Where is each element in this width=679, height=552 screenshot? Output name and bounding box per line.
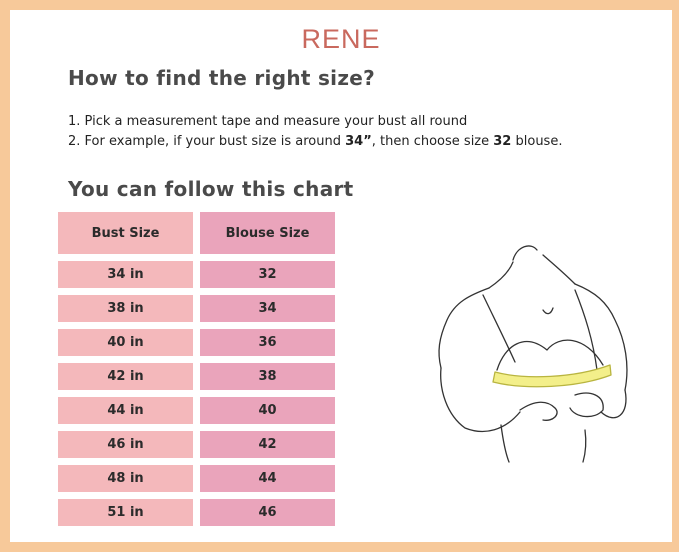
- chin-line: [513, 246, 537, 260]
- cell-blouse-size: 34: [200, 295, 335, 322]
- cell-bust-size: 34 in: [58, 261, 193, 288]
- step-2-number: 2.: [68, 134, 81, 149]
- cell-blouse-size: 42: [200, 431, 335, 458]
- cell-bust-size: 42 in: [58, 363, 193, 390]
- step-1: [68, 112, 562, 132]
- left-strap: [483, 295, 515, 362]
- right-hand: [570, 393, 603, 416]
- cell-blouse-size: 36: [200, 329, 335, 356]
- steps-list: [68, 112, 562, 152]
- cell-bust-size: 46 in: [58, 431, 193, 458]
- torso-right: [583, 430, 586, 462]
- brand-logo: RENE: [301, 24, 381, 54]
- step-2-bust-value: 34”: [345, 134, 372, 149]
- cell-bust-size: 40 in: [58, 329, 193, 356]
- bra-cups: [497, 340, 603, 370]
- cell-blouse-size: 46: [200, 499, 335, 526]
- step-2-text-post: blouse.: [515, 134, 563, 149]
- neck-left: [489, 262, 513, 288]
- right-strap: [575, 290, 597, 370]
- neck-right: [543, 255, 575, 284]
- cell-blouse-size: 38: [200, 363, 335, 390]
- torso-left: [501, 425, 509, 462]
- step-2-size-value: 32: [493, 134, 512, 149]
- cell-bust-size: 44 in: [58, 397, 193, 424]
- step-1-number: 1.: [68, 114, 81, 129]
- step-2: [68, 132, 562, 152]
- left-shoulder: [439, 288, 489, 368]
- cell-bust-size: 48 in: [58, 465, 193, 492]
- right-arm: [601, 390, 626, 418]
- step-2-text-mid: , then choose size: [371, 134, 490, 149]
- left-hand: [520, 402, 557, 420]
- collarbone-mark: [543, 308, 553, 314]
- chart-heading: You can follow this chart: [68, 177, 354, 201]
- header-blouse-size: Blouse Size: [200, 212, 335, 254]
- size-guide-card: [10, 10, 672, 542]
- cell-bust-size: 51 in: [58, 499, 193, 526]
- measuring-bust-illustration: [425, 240, 645, 465]
- measuring-tape: [493, 365, 611, 387]
- cell-blouse-size: 40: [200, 397, 335, 424]
- step-2-text-pre: For example, if your bust size is around: [84, 134, 341, 149]
- cell-blouse-size: 32: [200, 261, 335, 288]
- header-bust-size: Bust Size: [58, 212, 193, 254]
- size-heading: How to find the right size?: [68, 66, 376, 90]
- cell-blouse-size: 44: [200, 465, 335, 492]
- cell-bust-size: 38 in: [58, 295, 193, 322]
- step-1-text: Pick a measurement tape and measure your bust all round: [84, 114, 468, 129]
